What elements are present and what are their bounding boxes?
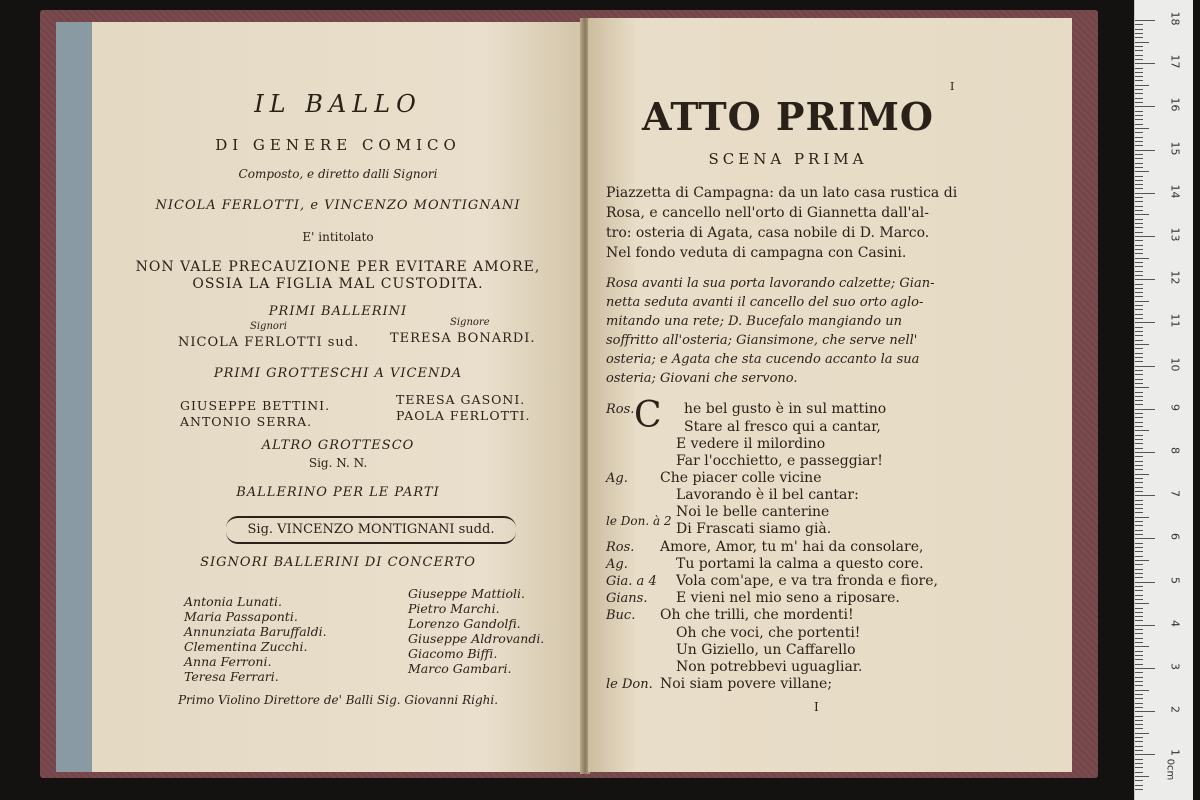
ruler-tick: [1135, 193, 1155, 194]
list-item: Anna Ferroni.: [184, 654, 272, 669]
list-item: PAOLA FERLOTTI.: [396, 408, 531, 423]
ruler-tick: [1135, 366, 1155, 367]
ruler-tick: [1135, 625, 1155, 626]
ruler-tick: [1135, 638, 1143, 639]
parti-name: Sig. VINCENZO MONTIGNANI sudd.: [247, 522, 495, 537]
ballet-heading: IL BALLO: [254, 90, 422, 118]
ruler-tick: [1135, 180, 1143, 181]
ruler-tick: [1135, 655, 1143, 656]
ruler-tick: [1135, 664, 1143, 665]
ruler-tick: [1135, 132, 1143, 133]
ruler-tick: [1135, 184, 1143, 185]
ruler-tick: [1135, 517, 1149, 518]
concerto-heading: SIGNORI BALLERINI DI CONCERTO: [200, 555, 476, 570]
ruler-tick: [1135, 59, 1143, 60]
setting-line: tro: osteria di Agata, casa nobile di D. Marco.: [606, 225, 930, 241]
ruler-tick: [1135, 672, 1143, 673]
ruler-tick: [1135, 240, 1143, 241]
verse-line: Noi le belle canterine: [676, 504, 830, 520]
ruler-tick: [1135, 577, 1143, 578]
ballet-title-line-1: NON VALE PRECAUZIONE PER EVITARE AMORE,: [135, 259, 541, 275]
ruler-tick: [1135, 245, 1143, 246]
ruler-tick: [1135, 422, 1143, 423]
ruler-tick: [1135, 469, 1143, 470]
ruler-tick: [1135, 404, 1143, 405]
ruler-tick: [1135, 318, 1143, 319]
ruler-tick: [1135, 379, 1143, 380]
speaker-label: Buc.: [606, 608, 636, 623]
ruler-tick: [1135, 728, 1143, 729]
ruler-tick: [1135, 478, 1143, 479]
ruler-number: 3: [1168, 663, 1182, 670]
ruler-tick: [1135, 547, 1143, 548]
signature-mark: I: [814, 700, 819, 714]
ruler-tick: [1135, 119, 1143, 120]
ruler-tick: [1135, 124, 1143, 125]
scene-title: SCENA PRIMA: [708, 150, 868, 168]
ruler-tick: [1135, 741, 1143, 742]
ruler-tick: [1135, 154, 1143, 155]
ruler-tick: [1135, 387, 1149, 388]
ruler-tick: [1135, 344, 1149, 345]
ruler-tick: [1135, 210, 1143, 211]
concerto-right-list: [408, 586, 544, 676]
ruler-tick: [1135, 707, 1143, 708]
list-item: Giacomo Biffi.: [408, 646, 498, 661]
ruler-tick: [1135, 392, 1143, 393]
ballet-title-line-2: OSSIA LA FIGLIA MAL CUSTODITA.: [192, 276, 484, 292]
list-item: ANTONIO SERRA.: [180, 414, 313, 429]
ruler-tick: [1135, 271, 1143, 272]
ruler-tick: [1135, 258, 1149, 259]
ruler-tick: [1135, 620, 1143, 621]
ruler-tick: [1135, 42, 1149, 43]
ruler-tick: [1135, 253, 1143, 254]
verse-line: Non potrebbevi uguagliar.: [676, 659, 863, 675]
ruler-tick: [1135, 266, 1143, 267]
ruler-number: 11: [1168, 313, 1182, 328]
ruler-tick: [1135, 292, 1143, 293]
ruler-number: 7: [1168, 490, 1182, 498]
ruler-tick: [1135, 361, 1143, 362]
stage-line: Rosa avanti la sua porta lavorando calzette; Gian-: [606, 276, 935, 291]
speaker-label: Ros.: [606, 540, 635, 555]
ruler-tick: [1135, 629, 1143, 630]
ruler-tick: [1135, 430, 1149, 431]
ruler-number: 9: [1168, 403, 1182, 411]
ruler-tick: [1135, 327, 1143, 328]
list-item: Clementina Zucchi.: [184, 639, 308, 654]
ruler-number: 4: [1168, 619, 1182, 627]
setting-line: Nel fondo veduta di campagna con Casini.: [606, 245, 907, 261]
ruler-tick: [1135, 85, 1149, 86]
ruler-tick: [1135, 249, 1143, 250]
ruler-tick: [1135, 586, 1143, 587]
ruler-tick: [1135, 737, 1143, 738]
ruler-tick: [1135, 335, 1143, 336]
ruler-number: 12: [1168, 270, 1182, 285]
ruler-number: 8: [1168, 447, 1182, 454]
verse-line: Oh che trilli, che mordenti!: [660, 607, 854, 623]
ruler-tick: [1135, 694, 1143, 695]
ruler-tick: [1135, 288, 1143, 289]
grotteschi-right-list: [396, 392, 530, 424]
ruler-tick: [1135, 508, 1143, 509]
ruler-tick: [1135, 262, 1143, 263]
speaker-label: Ag.: [606, 471, 628, 486]
ruler-tick: [1135, 456, 1143, 457]
setting-line: Piazzetta di Campagna: da un lato casa rustica di: [606, 185, 958, 201]
list-item: GIUSEPPE BETTINI.: [180, 398, 331, 413]
ruler-tick: [1135, 24, 1143, 25]
ruler-tick: [1135, 776, 1149, 777]
ruler-tick: [1135, 314, 1143, 315]
ruler-tick: [1135, 163, 1143, 164]
ruler-tick: [1135, 711, 1155, 712]
ruler-tick: [1135, 633, 1143, 634]
speaker-label: Gia. a 4: [606, 574, 657, 589]
ruler-tick: [1135, 176, 1143, 177]
act-title: ATTO PRIMO: [641, 94, 935, 139]
ruler-number: 5: [1168, 576, 1182, 584]
ruler-tick: [1135, 400, 1143, 401]
ruler-tick: [1135, 681, 1143, 682]
ruler-tick: [1135, 780, 1143, 781]
list-item: Lorenzo Gandolfi.: [408, 616, 521, 631]
altro-grottesco-heading: ALTRO GROTTESCO: [261, 438, 415, 453]
ruler-tick: [1135, 50, 1143, 51]
ruler-tick: [1135, 646, 1149, 647]
ruler-tick: [1135, 68, 1143, 69]
ruler-tick: [1135, 201, 1143, 202]
ruler-tick: [1135, 569, 1143, 570]
ruler-tick: [1135, 754, 1155, 755]
ruler-tick: [1135, 301, 1149, 302]
list-item: Giuseppe Aldrovandi.: [408, 631, 545, 646]
ruler-tick: [1135, 145, 1143, 146]
ruler-tick: [1135, 214, 1149, 215]
ruler-tick: [1135, 98, 1143, 99]
list-item: Pietro Marchi.: [408, 601, 500, 616]
ruler-tick: [1135, 33, 1143, 34]
ruler-tick: [1135, 443, 1143, 444]
ruler-tick: [1135, 482, 1143, 483]
ruler-number: 18: [1168, 11, 1182, 26]
ruler-number: 16: [1168, 97, 1182, 112]
verse-line: Di Frascati siamo già.: [676, 521, 832, 537]
measuring-ruler: [1134, 0, 1193, 800]
ruler-tick: [1135, 724, 1143, 725]
ruler-tick: [1135, 642, 1143, 643]
ruler-tick: [1135, 452, 1155, 453]
speaker-label: le Don. à 2: [606, 514, 672, 528]
ruler-tick: [1135, 603, 1149, 604]
ruler-tick: [1135, 435, 1143, 436]
primi-ballerini-heading: PRIMI BALLERINI: [268, 304, 408, 319]
verse-line: Noi siam povere villane;: [660, 676, 833, 692]
ruler-tick: [1135, 197, 1143, 198]
setting-line: Rosa, e cancello nell'orto di Giannetta dall'al-: [606, 205, 929, 221]
ruler-tick: [1135, 564, 1143, 565]
ruler-tick: [1135, 698, 1143, 699]
ruler-tick: [1135, 530, 1143, 531]
ruler-tick: [1135, 322, 1155, 323]
signore-label: Signore: [450, 317, 490, 328]
ruler-tick: [1135, 37, 1143, 38]
stage-line: osteria; e Agata che sta cucendo accanto la sua: [606, 352, 920, 367]
ruler-tick: [1135, 720, 1143, 721]
verse-line: Vola com'ape, e va tra fronda e fiore,: [676, 573, 938, 589]
page-number: I: [950, 80, 955, 93]
concerto-left-list: [184, 594, 327, 684]
ruler-tick: [1135, 573, 1143, 574]
verse-line: Oh che voci, che portenti!: [676, 625, 861, 641]
ruler-tick: [1135, 474, 1149, 475]
ruler-tick: [1135, 763, 1143, 764]
ruler-tick: [1135, 785, 1143, 786]
ruler-tick: [1135, 746, 1143, 747]
verse-line: he bel gusto è in sul mattino: [684, 401, 887, 417]
ruler-number: 1: [1168, 749, 1182, 757]
ruler-tick: [1135, 716, 1143, 717]
ruler-tick: [1135, 46, 1143, 47]
ruler-tick: [1135, 137, 1143, 138]
ruler-tick: [1135, 236, 1155, 237]
speaker-label: Ag.: [606, 557, 628, 572]
ruler-tick: [1135, 20, 1155, 21]
ruler-tick: [1135, 93, 1143, 94]
ruler-tick: [1135, 128, 1149, 129]
ruler-tick: [1135, 685, 1143, 686]
ruler-tick: [1135, 767, 1143, 768]
ruler-tick: [1135, 227, 1143, 228]
ruler-tick: [1135, 551, 1143, 552]
ruler-unit: 0cm: [1164, 758, 1176, 781]
ruler-number: 17: [1168, 54, 1182, 69]
ruler-tick: [1135, 55, 1143, 56]
verse-line: E vieni nel mio seno a riposare.: [676, 590, 900, 606]
verse-line: E vedere il milordino: [676, 436, 826, 452]
drop-cap: C: [634, 395, 662, 436]
list-item: Maria Passaponti.: [184, 609, 298, 624]
ruler-number: 10: [1168, 357, 1182, 372]
ruler-tick: [1135, 556, 1143, 557]
list-item: Giuseppe Mattioli.: [408, 586, 526, 601]
ruler-tick: [1135, 305, 1143, 306]
ruler-tick: [1135, 525, 1143, 526]
ruler-tick: [1135, 608, 1143, 609]
list-item: Teresa Ferrari.: [184, 669, 279, 684]
ruler-tick: [1135, 409, 1155, 410]
stage-line: soffritto all'osteria; Giansimone, che serve nell': [606, 333, 918, 348]
speaker-label: Ros.: [606, 402, 635, 417]
ruler-tick: [1135, 353, 1143, 354]
ruler-tick: [1135, 158, 1143, 159]
ruler-tick: [1135, 543, 1143, 544]
ruler-tick: [1135, 690, 1149, 691]
ruler-tick: [1135, 759, 1143, 760]
ruler-tick: [1135, 374, 1143, 375]
list-item: Annunziata Baruffaldi.: [184, 624, 327, 639]
ruler-tick: [1135, 206, 1143, 207]
ruler-number: 13: [1168, 227, 1182, 242]
choreographers-line: NICOLA FERLOTTI, e VINCENZO MONTIGNANI: [155, 198, 521, 213]
ruler-tick: [1135, 115, 1143, 116]
ruler-tick: [1135, 357, 1143, 358]
ruler-tick: [1135, 417, 1143, 418]
ruler-tick: [1135, 171, 1149, 172]
composed-line: Composto, e diretto dalli Signori: [238, 167, 438, 181]
setting-description: [606, 183, 1006, 263]
ruler-tick: [1135, 461, 1143, 462]
ruler-tick: [1135, 296, 1143, 297]
ruler-number: 6: [1168, 533, 1182, 541]
ruler-tick: [1135, 63, 1155, 64]
ruler-tick: [1135, 150, 1155, 151]
list-item: TERESA GASONI.: [396, 392, 526, 407]
verse-line: Stare al fresco qui a cantar,: [684, 419, 881, 435]
stage-line: netta seduta avanti il cancello del suo orto aglo-: [606, 295, 924, 310]
ruler-tick: [1135, 72, 1143, 73]
verse-line: Lavorando è il bel cantar:: [676, 487, 859, 503]
ruler-tick: [1135, 733, 1149, 734]
ballerino-parti-heading: BALLERINO PER LE PARTI: [236, 485, 440, 500]
violin-director-line: Primo Violino Direttore de' Balli Sig. Giovanni Righi.: [177, 693, 499, 707]
ruler-tick: [1135, 284, 1143, 285]
ruler-tick: [1135, 141, 1143, 142]
ruler-tick: [1135, 659, 1143, 660]
ruler-number: 15: [1168, 141, 1182, 156]
ruler-tick: [1135, 331, 1143, 332]
ruler-number: 14: [1168, 184, 1182, 199]
ruler-tick: [1135, 29, 1143, 30]
ruler-tick: [1135, 703, 1143, 704]
ruler-tick: [1135, 651, 1143, 652]
ruler-tick: [1135, 560, 1149, 561]
ruler-tick: [1135, 590, 1143, 591]
ruler-tick: [1135, 111, 1143, 112]
parti-name-frame: [226, 516, 516, 544]
ruler-tick: [1135, 413, 1143, 414]
verse-line: Tu portami la calma a questo core.: [676, 556, 924, 572]
ruler-tick: [1135, 789, 1143, 790]
speaker-label: le Don.: [606, 677, 653, 692]
ruler-tick: [1135, 491, 1143, 492]
verse-line: Un Giziello, un Caffarello: [676, 642, 856, 658]
ruler-tick: [1135, 582, 1155, 583]
altro-grottesco-name: Sig. N. N.: [308, 456, 368, 470]
ruler-tick: [1135, 309, 1143, 310]
ruler-tick: [1135, 504, 1143, 505]
ruler-tick: [1135, 102, 1143, 103]
ruler-tick: [1135, 599, 1143, 600]
ruler-tick: [1135, 487, 1143, 488]
speaker-label: Gians.: [606, 591, 648, 606]
prima-ballerina: TERESA BONARDI.: [390, 331, 536, 346]
stage-direction: [606, 274, 986, 388]
ruler-tick: [1135, 80, 1143, 81]
list-item: Marco Gambari.: [408, 661, 512, 676]
primo-ballerino: NICOLA FERLOTTI sud.: [178, 335, 360, 350]
ruler-tick: [1135, 677, 1143, 678]
genre-line: DI GENERE COMICO: [215, 136, 461, 154]
grotteschi-heading: PRIMI GROTTESCHI A VICENDA: [213, 366, 463, 381]
ruler-tick: [1135, 512, 1143, 513]
ruler-tick: [1135, 76, 1143, 77]
ruler-tick: [1135, 348, 1143, 349]
ruler-tick: [1135, 383, 1143, 384]
ruler-tick: [1135, 448, 1143, 449]
stage-line: mitando una rete; D. Bucefalo mangiando un: [606, 314, 902, 329]
left-page: [92, 22, 584, 772]
ruler-tick: [1135, 668, 1155, 669]
ruler-tick: [1135, 219, 1143, 220]
list-item: Antonia Lunati.: [184, 594, 282, 609]
ruler-tick: [1135, 167, 1143, 168]
ruler-tick: [1135, 750, 1143, 751]
ruler-tick: [1135, 340, 1143, 341]
verse-line: Amore, Amor, tu m' hai da consolare,: [660, 539, 924, 555]
right-page: [588, 18, 1072, 772]
ruler-number: 2: [1168, 706, 1182, 714]
verse-line: Far l'occhietto, e passeggiar!: [676, 453, 883, 469]
ruler-tick: [1135, 89, 1143, 90]
ruler-tick: [1135, 188, 1143, 189]
ruler-tick: [1135, 495, 1155, 496]
entitled-line: E' intitolato: [302, 230, 374, 244]
stage-line: osteria; Giovani che servono.: [606, 371, 798, 386]
ruler-tick: [1135, 106, 1155, 107]
ruler-tick: [1135, 396, 1143, 397]
ruler-tick: [1135, 370, 1143, 371]
ruler-tick: [1135, 538, 1155, 539]
verse-line: Che piacer colle vicine: [660, 470, 822, 486]
ruler-tick: [1135, 439, 1143, 440]
ruler-tick: [1135, 616, 1143, 617]
ruler-tick: [1135, 500, 1143, 501]
ruler-tick: [1135, 426, 1143, 427]
ruler-tick: [1135, 232, 1143, 233]
ruler-tick: [1135, 612, 1143, 613]
ruler-tick: [1135, 275, 1143, 276]
signori-label: Signori: [250, 321, 287, 332]
ruler-tick: [1135, 279, 1155, 280]
ruler-tick: [1135, 465, 1143, 466]
ruler-tick: [1135, 223, 1143, 224]
ruler-tick: [1135, 595, 1143, 596]
ruler-tick: [1135, 772, 1143, 773]
ruler-tick: [1135, 521, 1143, 522]
ruler-tick: [1135, 534, 1143, 535]
grotteschi-left-list: [180, 398, 330, 430]
